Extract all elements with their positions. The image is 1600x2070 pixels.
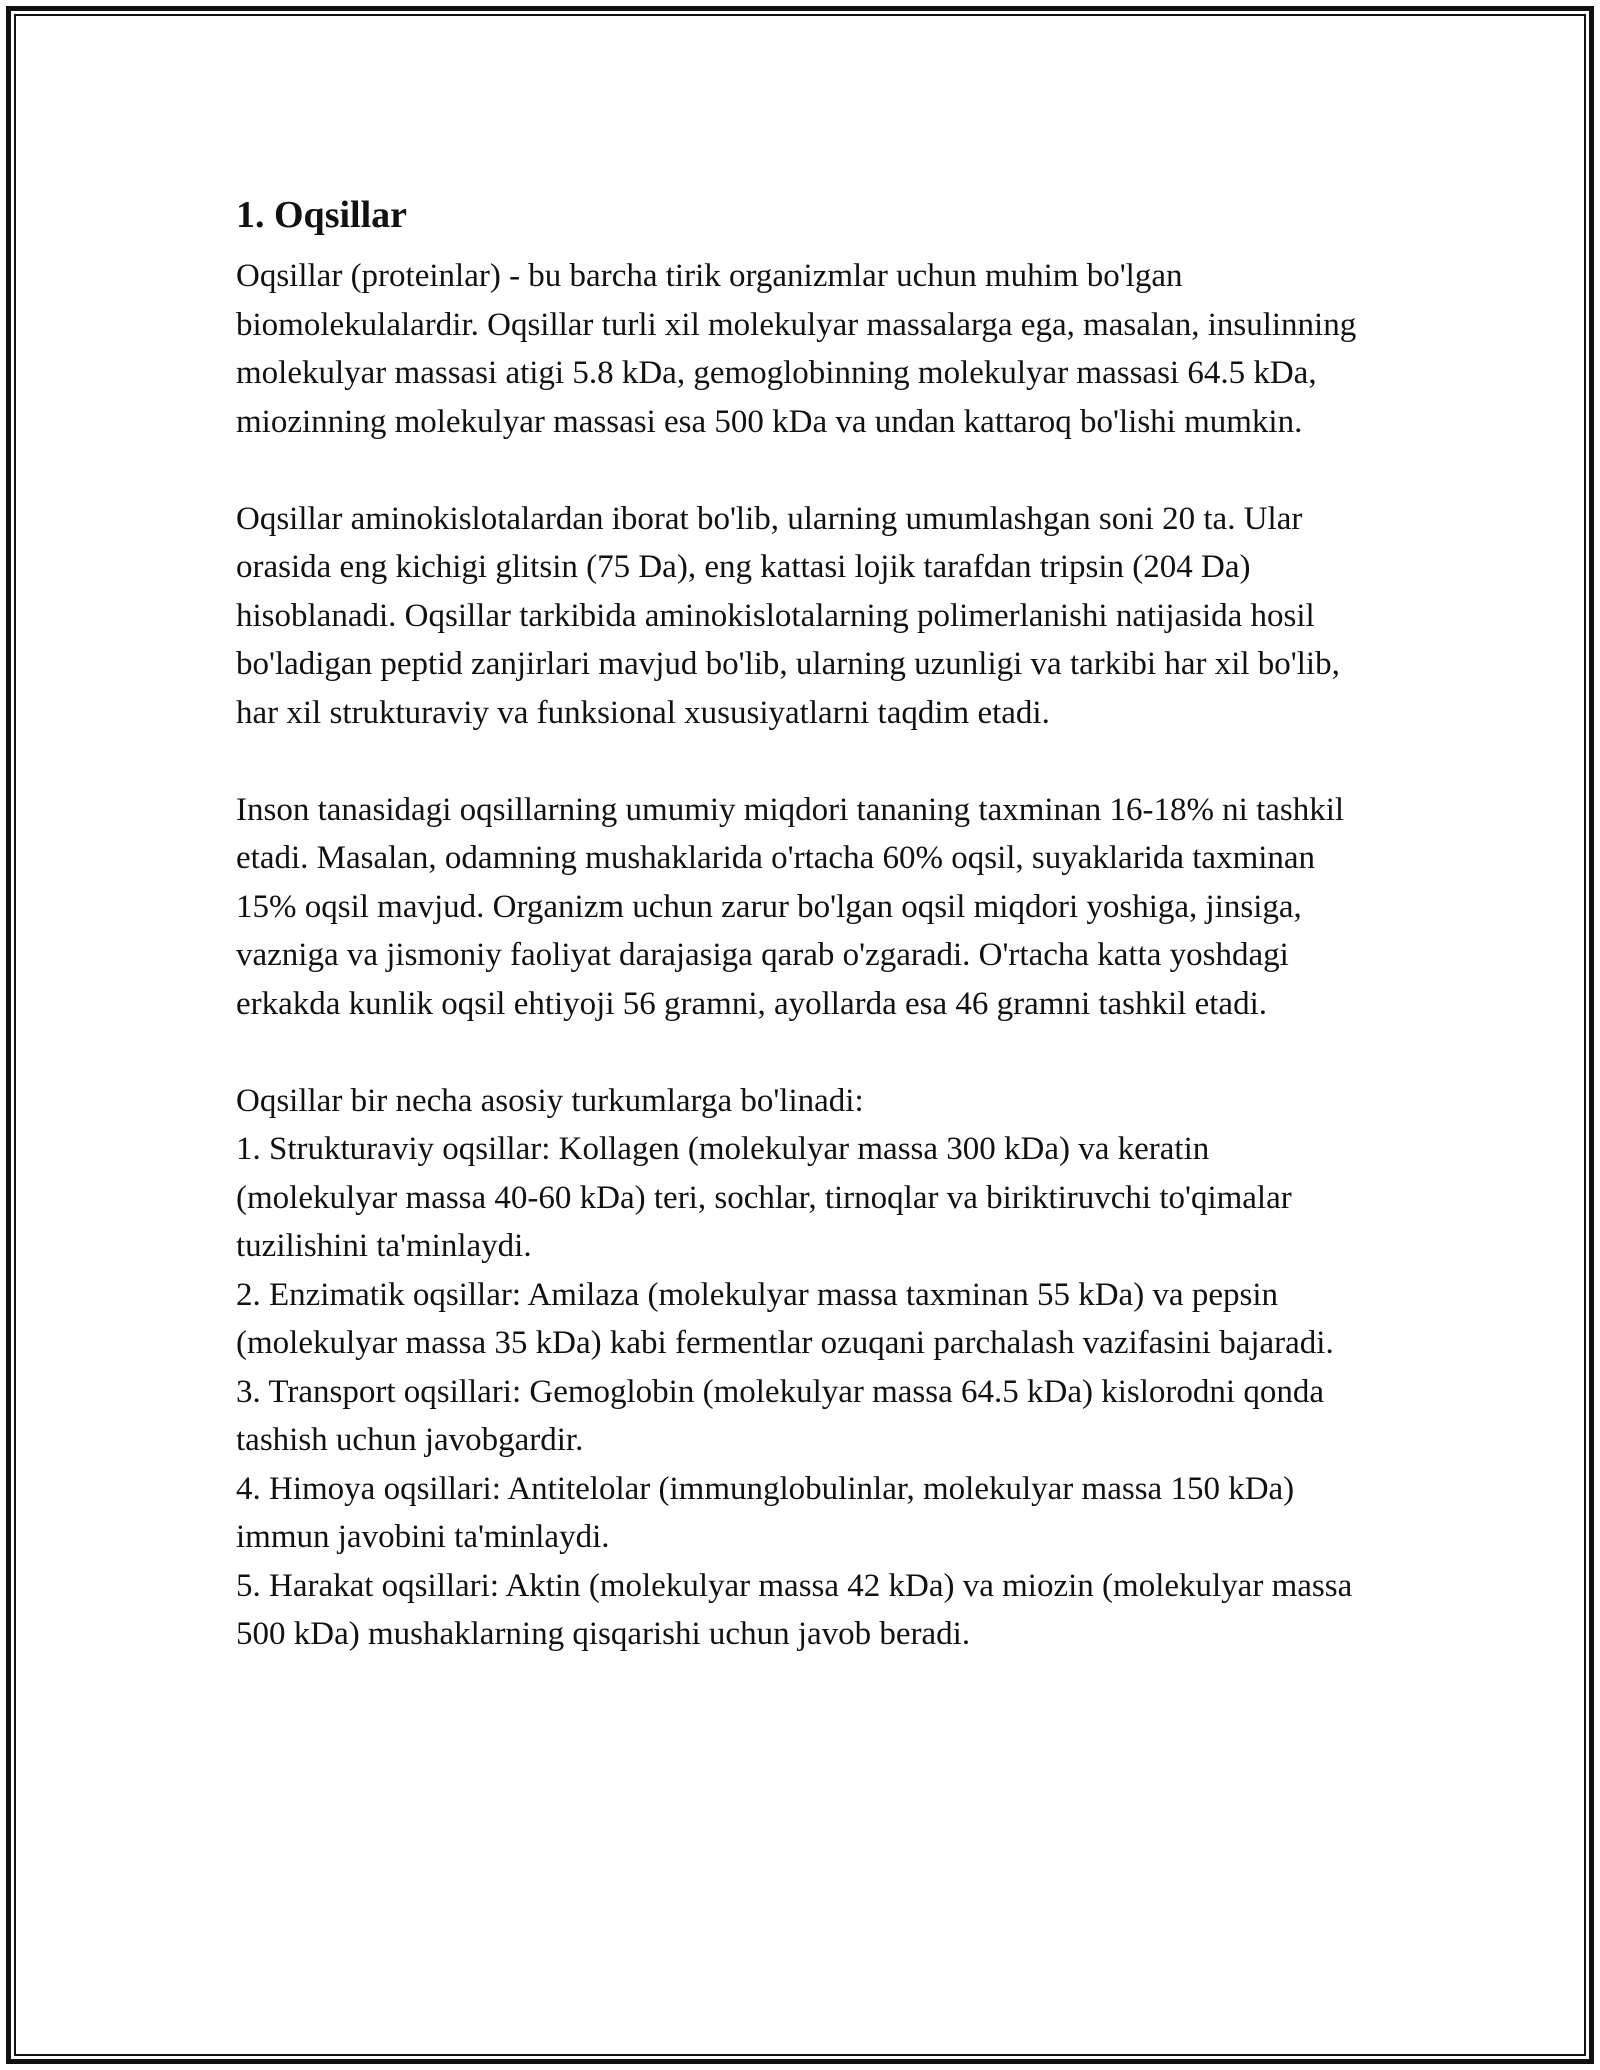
section-heading: 1. Oqsillar (236, 194, 408, 236)
paragraph-amino-acids: Oqsillar aminokislotalardan iborat bo'lib, ularning umumlashgan soni 20 ta. Ular orasida eng kichigi glitsin (75 Da), eng kattasi lojik tarafdan tripsin (204 Da) hisoblanadi. Oqsillar tarkibida aminokislotalarning polimerlanishi natijasida hosil bo'ladigan peptid zanjirlari mavjud bo'lib, ularning uzunligi va tarkibi har xil bo'lib, har xil strukturaviy va funksional xususiyatlarni taqdim etadi. (236, 500, 1340, 731)
paragraph-intro: Oqsillar (proteinlar) - bu barcha tirik organizmlar uchun muhim bo'lgan biomolekulalardir. Oqsillar turli xil molekulyar massalarga ega, masalan, insulinning molekulyar massasi atigi 5.8 kDa, gemoglobinning molekulyar massasi 64.5 kDa, miozinning molekulyar massasi esa 500 kDa va undan kattaroq bo'lishi mumkin. (236, 258, 1357, 440)
list-item-enzymatic: 2. Enzimatik oqsillar: Amilaza (molekulyar massa taxminan 55 kDa) va pepsin (molekulyar massa 35 kDa) kabi fermentlar ozuqani parchalash vazifasini bajaradi. (236, 1276, 1334, 1361)
list-intro: Oqsillar bir necha asosiy turkumlarga bo'linadi: (236, 1082, 864, 1119)
paragraph-human-body: Inson tanasidagi oqsillarning umumiy miqdori tananing taxminan 16-18% ni tashkil etadi. Masalan, odamning mushaklarida o'rtacha 60% oqsil, suyaklarida taxminan 15% oqsil mavjud. Organizm uchun zarur bo'lgan oqsil miqdori yoshiga, jinsiga, vazniga va jismoniy faoliyat darajasiga qarab o'zgaradi. O'rtacha katta yoshdagi erkakda kunlik oqsil ehtiyoji 56 gramni, ayollarda esa 46 gramni tashkil etadi. (236, 791, 1345, 1022)
list-item-structural: 1. Strukturaviy oqsillar: Kollagen (molekulyar massa 300 kDa) va keratin (molekulyar massa 40-60 kDa) teri, sochlar, tirnoqlar va biriktiruvchi to'qimalar tuzilishini ta'minlaydi. (236, 1131, 1292, 1264)
paragraph-gap (236, 737, 1376, 786)
list-item-motor: 5. Harakat oqsillari: Aktin (molekulyar massa 42 kDa) va miozin (molekulyar massa 500 kDa) mushaklarning qisqarishi uchun javob beradi. (236, 1567, 1353, 1652)
list-item-protective: 4. Himoya oqsillari: Antitelolar (immunglobulinlar, molekulyar massa 150 kDa) immun javobini ta'minlaydi. (236, 1470, 1295, 1555)
list-item-transport: 3. Transport oqsillari: Gemoglobin (molekulyar massa 64.5 kDa) kislorodni qonda tashish uchun javobgardir. (236, 1373, 1324, 1458)
document-body (236, 188, 1376, 1659)
paragraph-gap (236, 1028, 1376, 1077)
paragraph-gap (236, 446, 1376, 495)
